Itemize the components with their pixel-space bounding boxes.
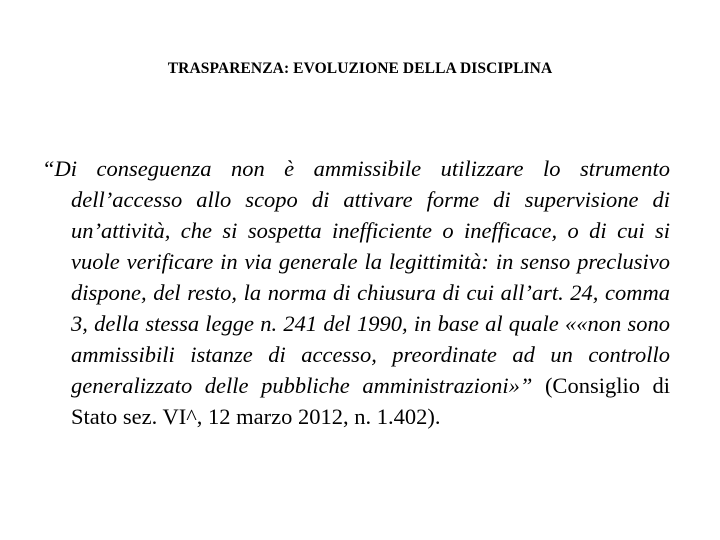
citation-text: (Consiglio di Stato sez. VI^, 12 marzo 2012, n. 1.402). bbox=[71, 372, 671, 429]
slide-title: TRASPARENZA: EVOLUZIONE DELLA DISCIPLINA bbox=[167, 60, 553, 77]
quote-paragraph bbox=[42, 153, 670, 432]
quote-text: “Di conseguenza non è ammissibile utilizzare lo strumento dell’accesso allo scopo di attivare forme di supervisione di un’attività, che si sospetta inefficiente o inefficace, o di cui si vuole verificare in via generale la legittimità: in senso preclusivo dispone, del resto, la norma di chiusura di cui all’art. 24, comma 3, della stessa legge n. 241 del 1990, in base al quale ««non sono ammissibili istanze di accesso, preordinate ad un controllo generalizzato delle pubbliche amministrazioni»” bbox=[42, 155, 670, 398]
